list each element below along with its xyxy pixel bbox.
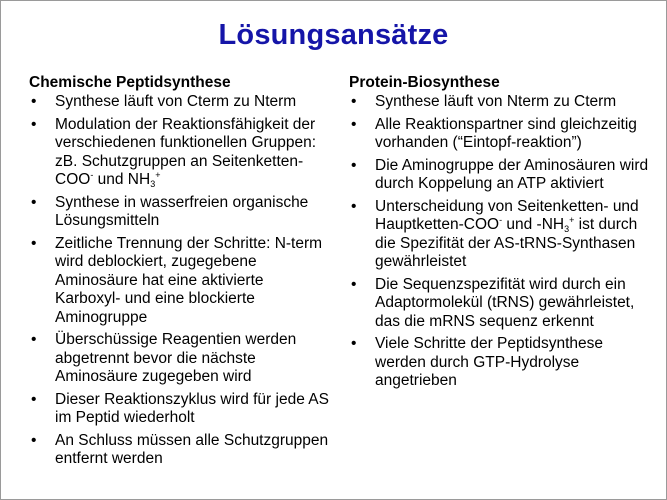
right-column-heading: Protein-Biosynthese	[349, 74, 500, 91]
bullet-icon: •	[31, 115, 37, 133]
list-item: • Viele Schritte der Peptidsynthese werden durch GTP-Hydrolyse angetrieben	[351, 335, 604, 389]
list-item: • Überschüssige Reagentien werden abgetrennt bevor die nächste Aminosäure zugegeben wird	[31, 331, 297, 385]
bullet-icon: •	[31, 93, 37, 110]
bullet-icon: •	[351, 197, 357, 215]
bullet-icon: •	[351, 156, 357, 174]
list-item: • Dieser Reaktionszyklus wird für jede AS im Peptid wiederholt	[31, 390, 329, 426]
bullet-icon: •	[351, 115, 357, 133]
bullet-icon: •	[31, 390, 37, 408]
bullet-icon: •	[31, 431, 37, 449]
list-item: • An Schluss müssen alle Schutzgruppen entfernt werden	[31, 431, 329, 467]
list-item: • Unterscheidung von Seitenketten- und Hauptketten-COO- und $-NH_3^+$ ist durch die Spezifität der AS-tRNS-Synthasen gewährleistet	[351, 197, 639, 270]
bullet-icon: •	[351, 93, 357, 110]
bullet-icon: •	[351, 275, 357, 293]
list-item: • Die Aminogruppe der Aminosäuren wird durch Koppelung an ATP aktiviert	[351, 156, 649, 192]
left-column-heading: Chemische Peptidsynthese	[29, 74, 231, 91]
list-item: • Modulation der Reaktionsfähigkeit der verschiedenen funktionellen Gruppen: zB. Schutzgruppen an Seitenketten-COO- und $NH_3^+$	[31, 115, 317, 189]
left-bullet-list	[29, 93, 329, 469]
left-column	[29, 73, 329, 473]
list-item: • Synthese in wasserfreien organische Lösungsmitteln	[31, 193, 309, 229]
bullet-icon: •	[351, 335, 357, 352]
bullet-icon: •	[31, 193, 37, 211]
bullet-icon: •	[31, 331, 37, 348]
right-bullet-list	[349, 93, 649, 391]
list-item: • Die Sequenzspezifität wird durch ein Adaptormolekül (tRNS) gewährleistet, das die mRNS sequenz erkennt	[351, 275, 635, 330]
list-item: • Zeitliche Trennung der Schritte: N-term wird deblockiert, zugegebene Aminosäure hat eine aktivierte Karboxyl- und eine blockierte Aminogruppe	[31, 234, 323, 326]
bullet-icon: •	[31, 234, 37, 252]
list-item: • Synthese läuft von Nterm zu Cterm	[351, 93, 617, 110]
list-item: • Synthese läuft von Cterm zu Nterm	[31, 93, 297, 110]
slide-title: Lösungsansätze	[218, 19, 449, 51]
right-column	[349, 73, 649, 395]
list-item: • Alle Reaktionspartner sind gleichzeitig vorhanden (“Eintopf-reaktion”)	[351, 115, 637, 151]
